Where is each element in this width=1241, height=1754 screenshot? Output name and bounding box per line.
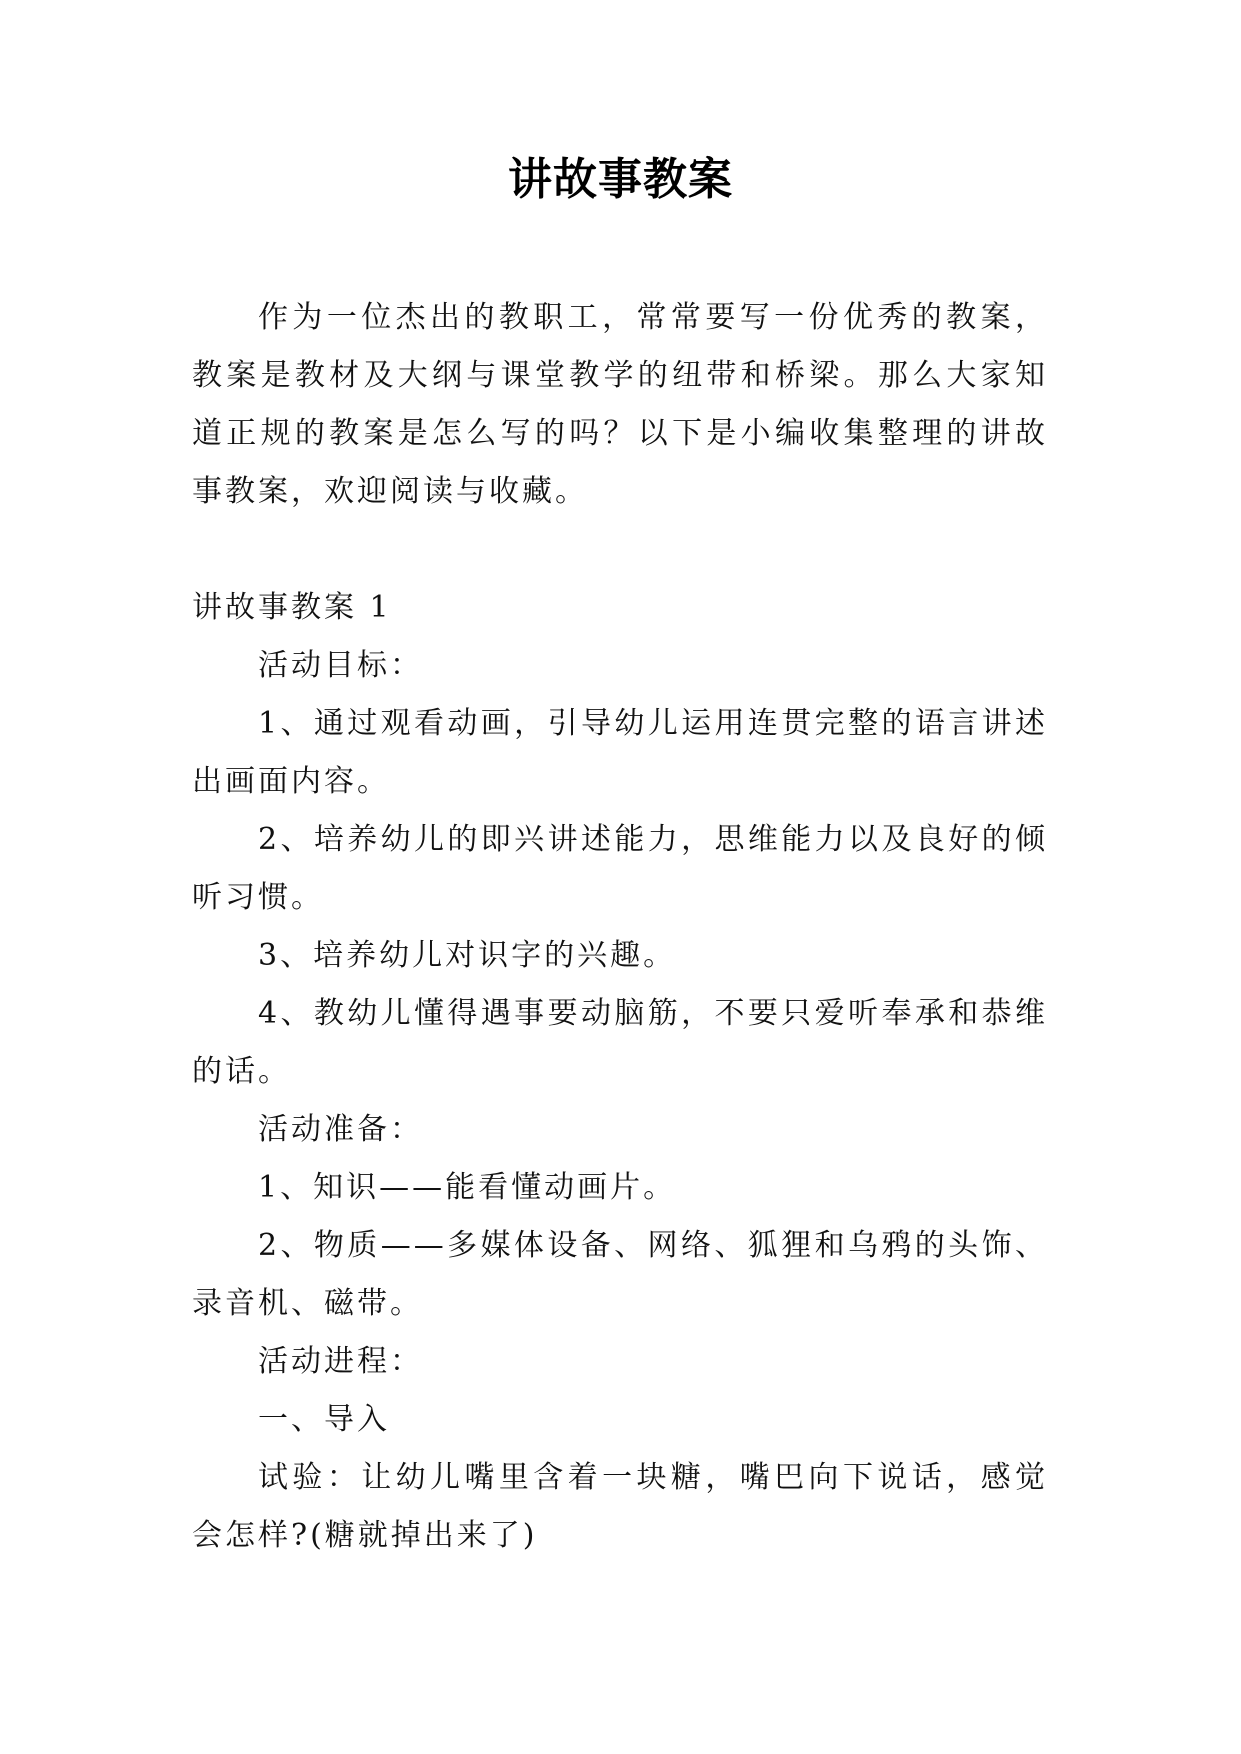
paragraph-goal-1: 1、通过观看动画，引导幼儿运用连贯完整的语言讲述出画面内容。: [192, 706, 1048, 799]
paragraph-process-step-1: 一、导入: [258, 1402, 390, 1437]
paragraph-experiment: 试验：让幼儿嘴里含着一块糖，嘴巴向下说话，感觉会怎样?(糖就掉出来了): [192, 1460, 1048, 1553]
paragraph-goal-2: 2、培养幼儿的即兴讲述能力，思维能力以及良好的倾听习惯。: [192, 822, 1048, 915]
paragraph-preparation-1: 1、知识——能看懂动画片。: [258, 1170, 677, 1205]
paragraph-spacer: [192, 521, 1048, 579]
document-title: 讲故事教案: [508, 154, 733, 205]
paragraph-process-heading: 活动进程：: [258, 1344, 423, 1379]
section-heading: 讲故事教案 1: [192, 590, 392, 625]
document-body: [192, 289, 1048, 1565]
paragraph-goal-4: 4、教幼儿懂得遇事要动脑筋，不要只爱听奉承和恭维的话。: [192, 996, 1048, 1089]
paragraph-goal-3: 3、培养幼儿对识字的兴趣。: [258, 938, 677, 973]
paragraph-activity-goals-heading: 活动目标：: [258, 648, 423, 683]
paragraph-preparation-2: 2、物质——多媒体设备、网络、狐狸和乌鸦的头饰、录音机、磁带。: [192, 1228, 1048, 1321]
paragraph-preparation-heading: 活动准备：: [258, 1112, 423, 1147]
intro-paragraph: 作为一位杰出的教职工，常常要写一份优秀的教案，教案是教材及大纲与课堂教学的纽带和桥梁。那么大家知道正规的教案是怎么写的吗？以下是小编收集整理的讲故事教案，欢迎阅读与收藏。: [192, 300, 1048, 509]
